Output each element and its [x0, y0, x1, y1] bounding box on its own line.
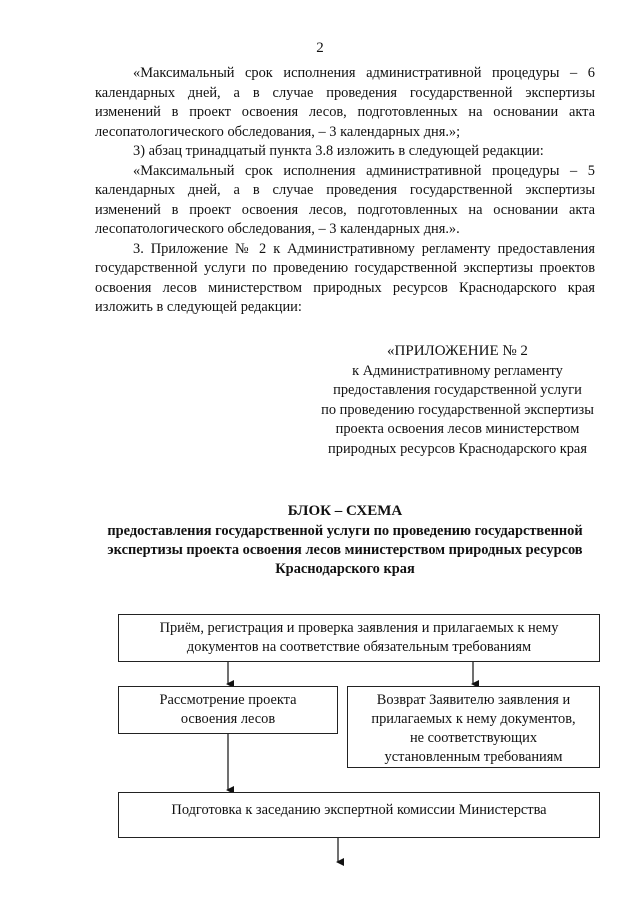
- box-line: Возврат Заявителю заявления и: [376, 692, 571, 708]
- preparation-box: [118, 792, 600, 838]
- box-line: установленным требованиям: [384, 749, 563, 765]
- scheme-subtitle-line: экспертизы проекта освоения лесов министерством природных ресурсов: [107, 542, 583, 558]
- page-number: 2: [316, 40, 324, 56]
- reception-box: [118, 614, 600, 662]
- box-line: Рассмотрение проекта: [159, 692, 297, 708]
- scheme-subtitle-line: Краснодарского края: [275, 561, 415, 577]
- appendix-line: к Административному регламенту: [352, 362, 563, 379]
- appendix-line: проекта освоения лесов министерством: [335, 421, 580, 437]
- box-line: прилагаемых к нему документов,: [371, 711, 576, 727]
- scheme-subtitle-line: предоставления государственной услуги по проведению государственной: [107, 523, 583, 539]
- paragraph-quote-5-days: «Максимальный срок исполнения административной процедуры – 5 календарных дней, а в случае проведения государственной экспертизы изменений в проект освоения лесов, подготовленных на основании акта лесопатологического обследования, – 3 календарных дня.».: [95, 162, 595, 237]
- paragraph-quote-6-days: «Максимальный срок исполнения административной процедуры – 6 календарных дней, а в случае проведения государственной экспертизы изменений в проект освоения лесов, подготовленных на основании акта лесопатологического обследования, – 3 календарных дня.»;: [95, 65, 595, 140]
- paragraph-item-3: 3) абзац тринадцатый пункта 3.8 изложить в следующей редакции:: [133, 143, 544, 159]
- box-line: документов на соответствие обязательным требованиям: [186, 639, 532, 655]
- box-line: не соответствующих: [409, 730, 538, 746]
- box-line: Приём, регистрация и проверка заявления и прилагаемых к нему: [159, 620, 559, 636]
- box-line: Подготовка к заседанию экспертной комиссии Министерства: [171, 802, 547, 818]
- scheme-title: БЛОК – СХЕМА: [287, 503, 403, 519]
- review-box: [118, 686, 338, 734]
- box-line: освоения лесов: [180, 711, 276, 727]
- return-box: [347, 686, 600, 768]
- paragraph-appendix-2: 3. Приложение № 2 к Административному регламенту предоставления государственной услуги по проведению государственной экспертизы проектов освоения лесов министерством природных ресурсов Краснодарского края изложить в следующей редакции:: [95, 240, 595, 315]
- appendix-line: по проведению государственной экспертизы: [321, 401, 594, 418]
- appendix-line: предоставления государственной услуги: [333, 382, 582, 398]
- appendix-title: «ПРИЛОЖЕНИЕ № 2: [387, 343, 528, 359]
- appendix-line: природных ресурсов Краснодарского края: [328, 440, 587, 457]
